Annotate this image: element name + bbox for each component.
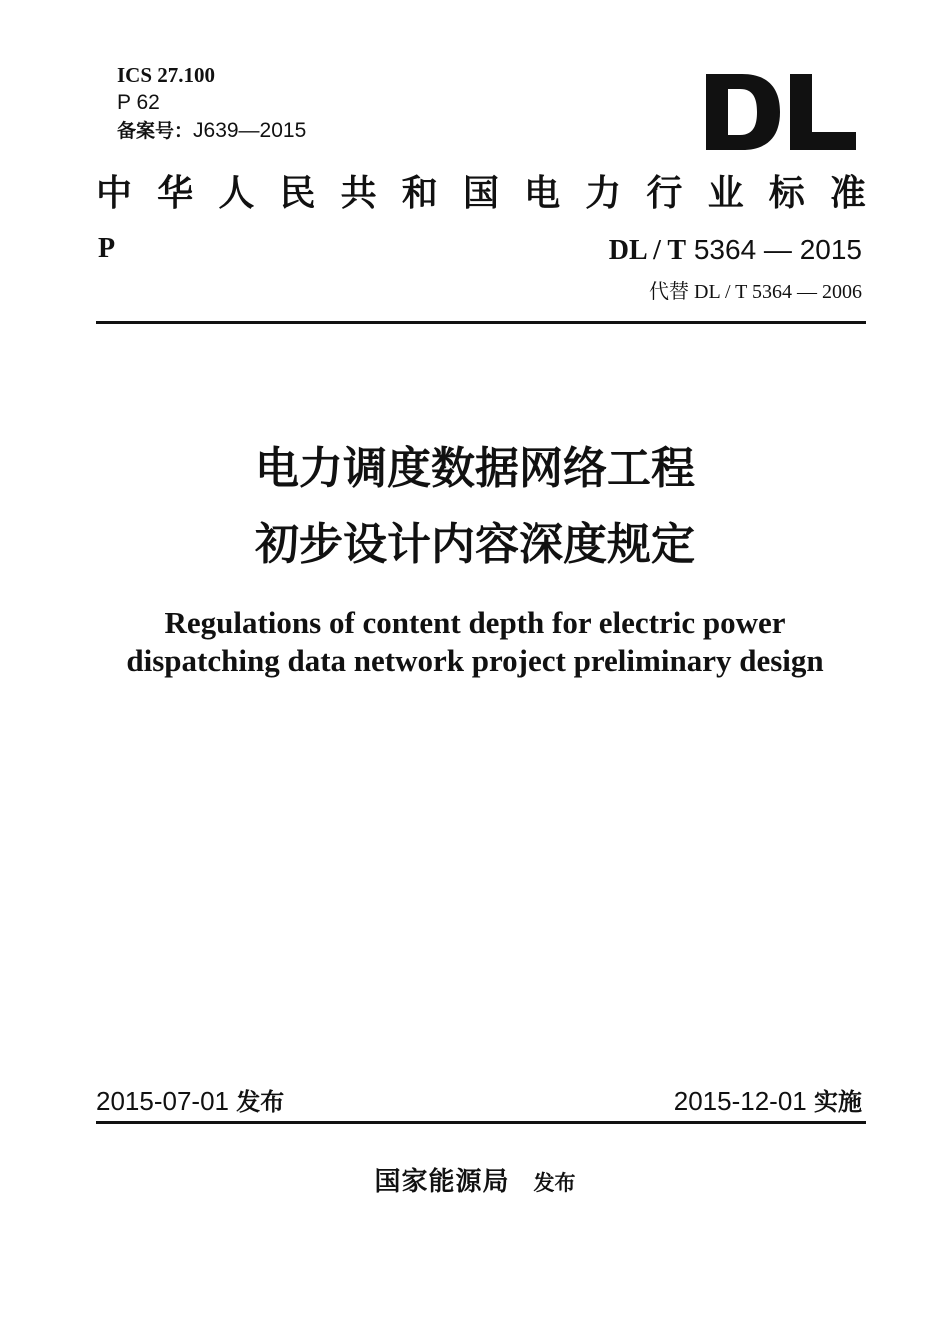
title-char: 华 (157, 172, 194, 214)
issue-date-label: 发布 (236, 1088, 285, 1116)
standard-number (609, 232, 862, 269)
title-char: 业 (707, 172, 744, 214)
standard-number-value: 5364 — 2015 (693, 234, 862, 265)
record-number (117, 118, 306, 144)
national-standard-title (96, 168, 866, 218)
category-code: P (98, 233, 116, 264)
title-char: 民 (279, 172, 316, 214)
title-char: 电 (524, 172, 561, 214)
replaces-standard: 代替 DL / T 5364 — 2006 (649, 281, 862, 303)
title-en-line-1: Regulations of content depth for electric power (164, 605, 786, 640)
issue-date-value: 2015-07-01 (96, 1086, 229, 1116)
ics-code (117, 62, 215, 89)
title-char: 和 (401, 172, 438, 214)
dl-logo (706, 74, 856, 150)
title-char: 行 (646, 172, 683, 214)
title-char: 准 (829, 172, 866, 214)
issue-date (96, 1084, 284, 1119)
title-en-line-2: dispatching data network project preliminary design (126, 643, 824, 678)
title-cn-line-2: 初步设计内容深度规定 (255, 519, 695, 570)
publisher-action: 发布 (533, 1171, 576, 1195)
standard-prefix: DL / T (608, 235, 687, 266)
implement-date-label: 实施 (814, 1088, 862, 1116)
publisher (0, 1164, 950, 1201)
title-cn-line-1: 电力调度数据网络工程 (255, 443, 695, 494)
record-number-value: J639—2015 (193, 119, 307, 142)
record-number-label: 备案号： (117, 120, 194, 142)
title-char: 国 (462, 172, 499, 214)
implement-date (674, 1084, 862, 1119)
title-char: 人 (218, 172, 255, 214)
ics-code-text: ICS 27.100 (117, 63, 216, 87)
title-char: 标 (768, 172, 805, 214)
title-char: 中 (96, 172, 133, 214)
title-char: 共 (340, 172, 377, 214)
classification-code (117, 90, 160, 116)
footer-divider (96, 1121, 866, 1124)
implement-date-value: 2015-12-01 (673, 1086, 807, 1116)
header-divider (96, 321, 866, 324)
publisher-org: 国家能源局 (374, 1167, 510, 1197)
classification-code-text: P 62 (117, 91, 160, 114)
title-char: 力 (585, 172, 622, 214)
